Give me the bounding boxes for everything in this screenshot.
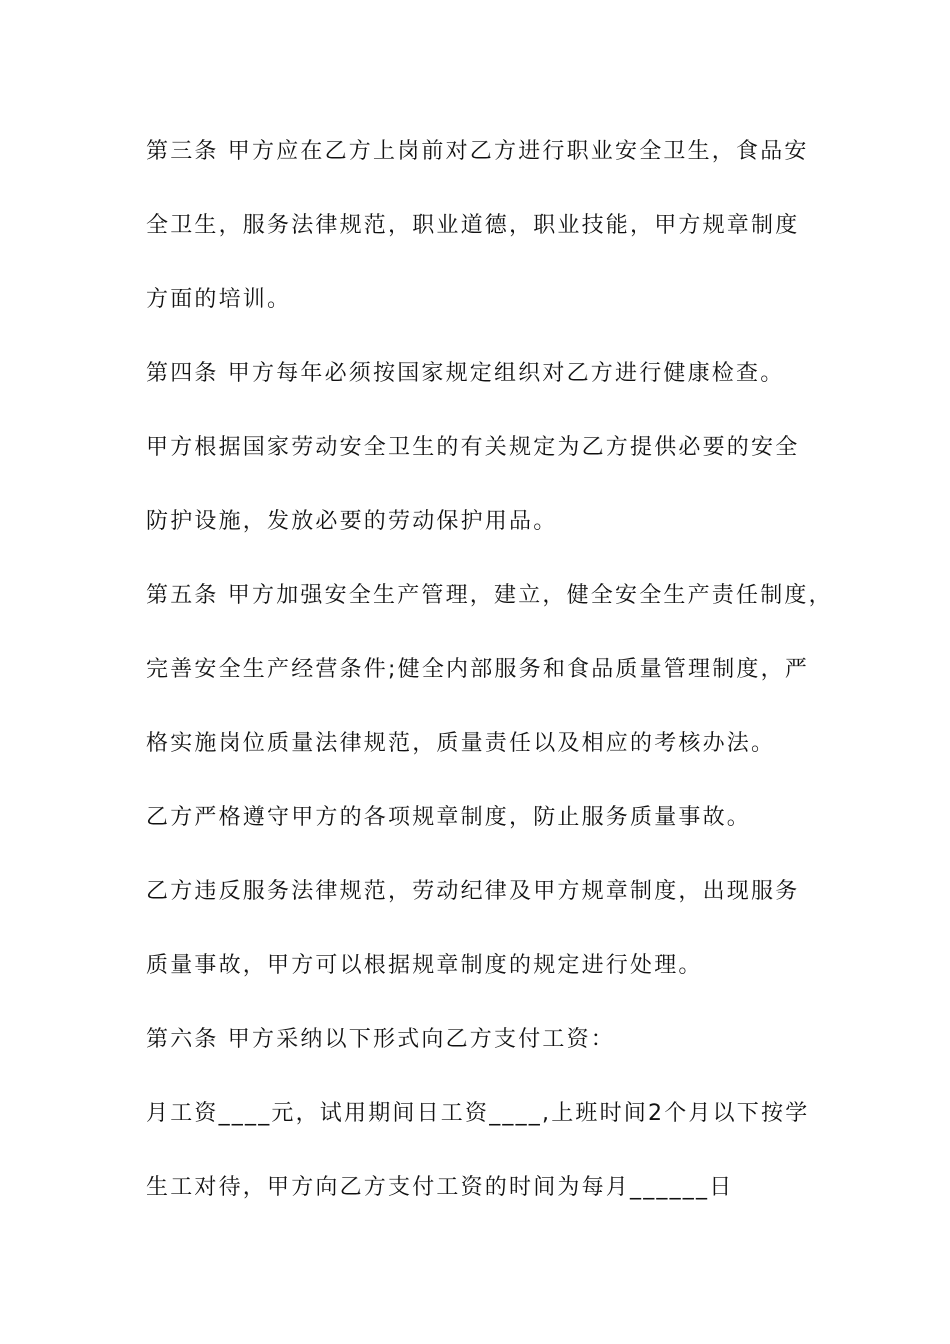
text-line-article-5-part-5: 乙方违反服务法律规范，劳动纪律及甲方规章制度，出现服务 <box>146 879 800 904</box>
text-line-article-5-part-3: 格实施岗位质量法律规范，质量责任以及相应的考核办法。 <box>146 731 776 756</box>
text-line-article-6-part-2: 月工资____元，试用期间日工资____,上班时间2个月以下按学 <box>146 1101 810 1126</box>
text-line-article-5-part-4: 乙方严格遵守甲方的各项规章制度，防止服务质量事故。 <box>146 805 752 830</box>
text-line-article-3-part-1: 第三条 甲方应在乙方上岗前对乙方进行职业安全卫生，食品安 <box>146 139 809 164</box>
text-line-article-5-part-6: 质量事故，甲方可以根据规章制度的规定进行处理。 <box>146 953 703 978</box>
text-line-article-4-part-2: 甲方根据国家劳动安全卫生的有关规定为乙方提供必要的安全 <box>146 435 800 460</box>
text-line-article-3-part-2: 全卫生，服务法律规范，职业道德，职业技能，甲方规章制度 <box>146 213 800 238</box>
text-line-article-6-part-1: 第六条 甲方采纳以下形式向乙方支付工资： <box>146 1027 615 1052</box>
text-line-article-5-part-2: 完善安全生产经营条件;健全内部服务和食品质量管理制度，严 <box>146 657 810 682</box>
text-line-article-4-part-3: 防护设施，发放必要的劳动保护用品。 <box>146 509 558 534</box>
text-line-article-3-part-3: 方面的培训。 <box>146 287 292 312</box>
text-line-article-4-part-1: 第四条 甲方每年必须按国家规定组织对乙方进行健康检查。 <box>146 361 785 386</box>
text-line-article-5-part-1: 第五条 甲方加强安全生产管理，建立，健全安全生产责任制度， <box>146 583 833 608</box>
text-line-article-6-part-3: 生工对待，甲方向乙方支付工资的时间为每月______日 <box>146 1175 734 1200</box>
